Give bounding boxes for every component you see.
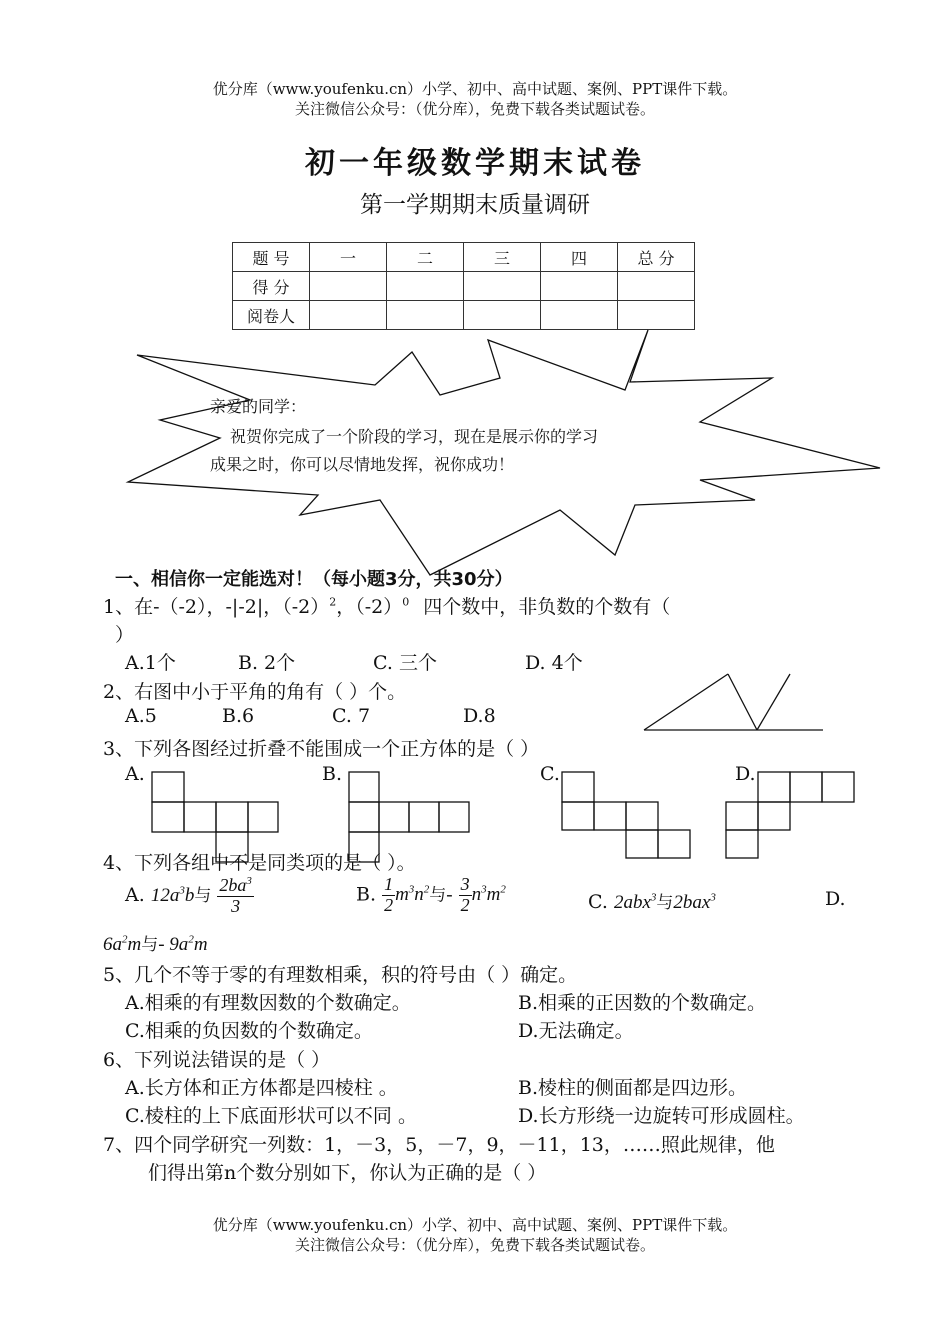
score-header-3: 三 (464, 243, 541, 272)
greeting-line-2: 成果之时，你可以尽情地发挥，祝你成功！ (210, 455, 515, 474)
q4-b-expr-2: $n^3m^2$ (471, 883, 506, 906)
q4-a-fraction: $\frac{2ba^3}{3}$ (219, 875, 252, 916)
q4-d-with: 与 (141, 935, 159, 955)
q4-b-with: 与 (429, 885, 447, 906)
q1-stem-part2: ，（-2） (336, 596, 403, 618)
q6-option-b[interactable]: B.棱柱的侧面都是四边形。 (518, 1077, 748, 1099)
q4-b-expr-1: $m^3n^2$ (395, 883, 430, 906)
q5-option-a[interactable]: A.相乘的有理数因数的个数确定。 (125, 992, 411, 1014)
q4-option-b[interactable] (356, 875, 506, 916)
q7-stem-line-2: 们得出第n个数分别如下，你认为正确的是（ ） (148, 1162, 547, 1184)
q1-option-a[interactable]: A.1个 (125, 652, 176, 674)
section-1-title: 一、相信你一定能选对！（每小题3分，共30分） (115, 569, 513, 590)
q7-stem-line-1: 7、四个同学研究一列数：1，－3，5，－7，9，－11，13，……照此规律，他 (103, 1134, 775, 1156)
q1-sup-2: 2 (329, 595, 337, 609)
q1-option-d[interactable]: D. 4个 (525, 652, 583, 674)
q4-option-a[interactable] (125, 875, 254, 917)
q5-option-d[interactable]: D.无法确定。 (518, 1020, 634, 1042)
header-line-1: 优分库（www.youfenku.cn）小学、初中、高中试题、案例、PPT课件下载。 (212, 80, 738, 98)
q2-angle-figure (640, 668, 840, 748)
q3-label-b: B. (322, 763, 343, 785)
q4-a-expr: $12a^3b$ (150, 884, 195, 906)
score-header-total: 总 分 (618, 243, 695, 272)
q6-option-c[interactable]: C.棱柱的上下底面形状可以不同 。 (125, 1105, 417, 1127)
q6-stem: 6、下列说法错误的是（ ） (103, 1049, 331, 1071)
q4-c-expr-right: 2bax$^3$ (673, 891, 716, 913)
q5-option-b[interactable]: B.相乘的正因数的个数确定。 (518, 992, 767, 1014)
score-row-label-grader: 阅卷人 (233, 301, 310, 330)
q4-a-label: A. (125, 883, 145, 906)
q2-option-d[interactable]: D.8 (463, 705, 496, 727)
score-header-4: 四 (541, 243, 618, 272)
q4-b-minus: - (446, 884, 453, 906)
q1-sup-0: 0 (402, 595, 410, 609)
q1-option-b[interactable]: B. 2个 (238, 652, 296, 674)
q5-stem: 5、几个不等于零的有理数相乘，积的符号由（ ）确定。 (103, 964, 578, 986)
header-line-2: 关注微信公众号：（优分库），免费下载各类试题试卷。 (294, 100, 655, 118)
q4-stem: 4、下列各组中不是同类项的是（ ）。 (103, 852, 416, 874)
q2-option-a[interactable]: A.5 (125, 705, 157, 727)
q4-c-label: C. (588, 891, 608, 913)
q3-net-d[interactable] (724, 770, 864, 865)
q4-a-with: 与 (194, 885, 212, 906)
q3-net-c[interactable] (560, 770, 700, 865)
score-header-label: 题 号 (233, 243, 310, 272)
page-subtitle: 第一学期期末质量调研 (360, 192, 590, 218)
q4-d-expr-right: - $9a^2m$ (158, 933, 208, 955)
q4-b-label: B. (356, 883, 377, 906)
q4-c-expr-left: 2abx$^3$ (613, 891, 657, 913)
q2-option-c[interactable]: C. 7 (332, 705, 371, 727)
q1-stem-wrap: ） (115, 624, 135, 646)
q3-label-a: A. (125, 763, 145, 785)
q4-c-with: 与 (656, 893, 674, 913)
q3-label-c: C. (540, 763, 560, 785)
q1-stem (103, 592, 670, 619)
score-row-label-score: 得 分 (233, 272, 310, 301)
score-header-2: 二 (387, 243, 464, 272)
q4-option-c[interactable] (588, 888, 716, 914)
greeting-line-1: 祝贺你完成了一个阶段的学习，现在是展示你的学习 (230, 427, 599, 446)
q5-option-c[interactable]: C.相乘的负因数的个数确定。 (125, 1020, 373, 1042)
q1-option-c[interactable]: C. 三个 (373, 652, 437, 674)
q4-option-d-label[interactable]: D. (825, 888, 846, 910)
q4-b-fraction-1: $\frac{1}{2}$ (384, 874, 394, 915)
page-title: 初一年级数学期末试卷 (305, 146, 645, 181)
q3-label-d: D. (735, 763, 756, 785)
q6-option-a[interactable]: A.长方体和正方体都是四棱柱 。 (125, 1077, 398, 1099)
q1-stem-part1: 1、在-（-2），-|-2|，（-2） (103, 596, 330, 618)
score-header-1: 一 (310, 243, 387, 272)
q3-stem: 3、下列各图经过折叠不能围成一个正方体的是（ ） (103, 738, 540, 760)
footer-line-2: 关注微信公众号：（优分库），免费下载各类试题试卷。 (294, 1236, 655, 1254)
q6-option-d[interactable]: D.长方形绕一边旋转可形成圆柱。 (518, 1105, 805, 1127)
q4-option-d[interactable] (103, 930, 208, 956)
q4-d-expr-left: $6a^2m$ (103, 933, 142, 955)
q2-stem: 2、右图中小于平角的角有（ ）个。 (103, 681, 407, 703)
greeting-salutation: 亲爱的同学： (210, 397, 307, 416)
footer-line-1: 优分库（www.youfenku.cn）小学、初中、高中试题、案例、PPT课件下载。 (212, 1216, 738, 1234)
q4-b-fraction-2: $\frac{3}{2}$ (460, 874, 470, 915)
q1-stem-part3: 四个数中，非负数的个数有（ (423, 596, 671, 618)
q2-option-b[interactable]: B.6 (222, 705, 255, 727)
